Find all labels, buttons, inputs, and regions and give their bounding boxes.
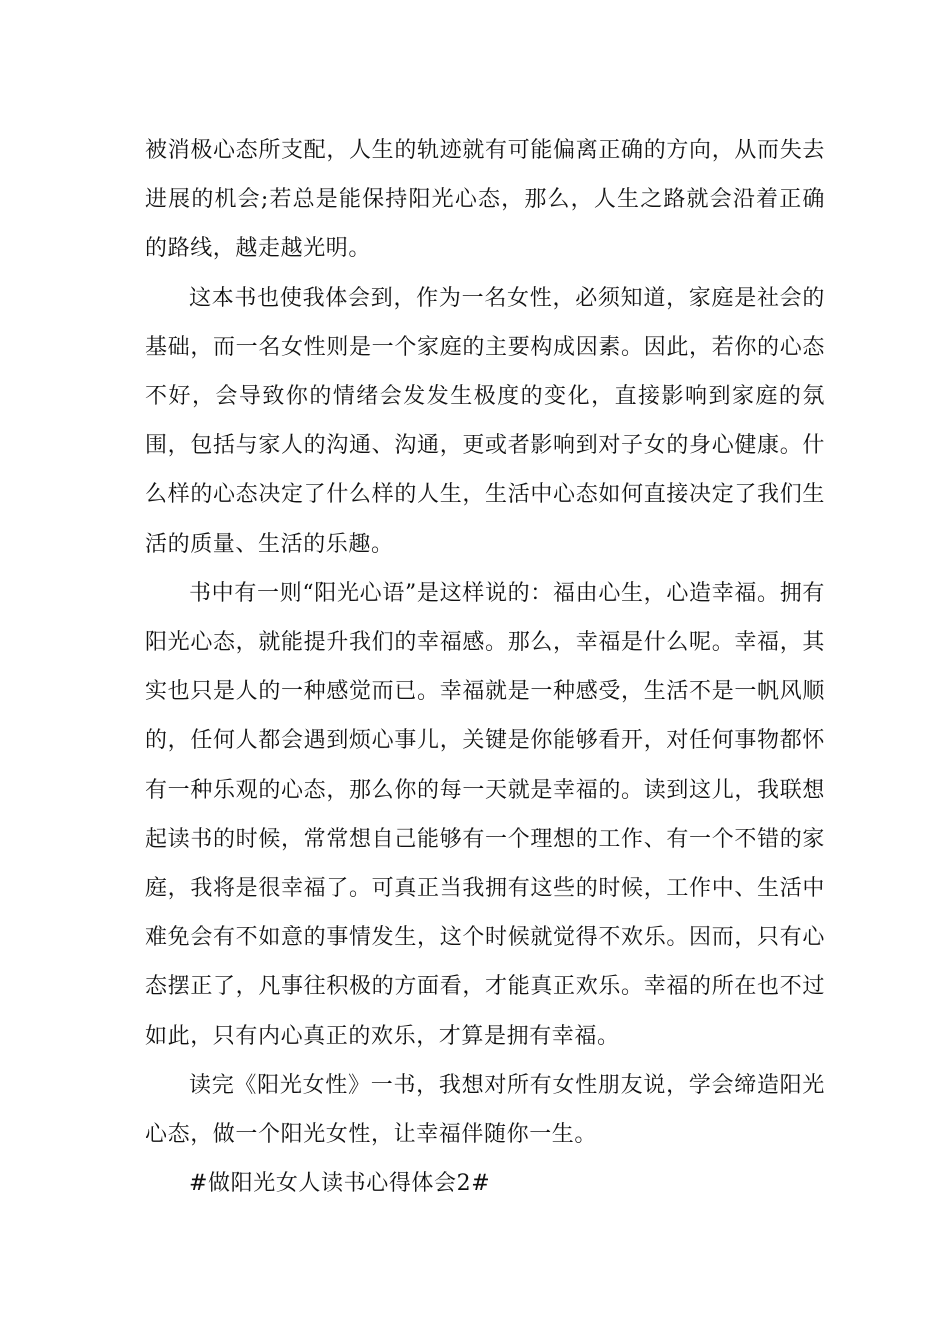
paragraph-4: 读完《阳光女性》一书，我想对所有女性朋友说，学会缔造阳光心态，做一个阳光女性，让幸福伴随你一生。 — [145, 1072, 825, 1148]
paragraph-2: 这本书也使我体会到，作为一名女性，必须知道，家庭是社会的基础，而一名女性则是一个家庭的主要构成因素。因此，若你的心态不好，会导致你的情绪会发发生极度的变化，直接影响到家庭的氛围，包括与家人的沟通、沟通，更或者影响到对子女的身心健康。什么样的心态决定了什么样的人生，生活中心态如何直接决定了我们生活的质量、生活的乐趣。 — [145, 285, 825, 557]
section-heading: #做阳光女人读书心得体会2# — [189, 1171, 491, 1197]
paragraph-1: 被消极心态所支配，人生的轨迹就有可能偏离正确的方向，从而失去进展的机会;若总是能保持阳光心态，那么，人生之路就会沿着正确的路线，越走越光明。 — [145, 138, 825, 262]
document-body — [145, 126, 825, 1208]
paragraph-3: 书中有一则“阳光心语”是这样说的：福由心生，心造幸福。拥有阳光心态，就能提升我们的幸福感。那么，幸福是什么呢。幸福，其实也只是人的一种感觉而已。幸福就是一种感受，生活不是一帆风顺的，任何人都会遇到烦心事儿，关键是你能够看开，对任何事物都怀有一种乐观的心态，那么你的每一天就是幸福的。读到这儿，我联想起读书的时候，常常想自己能够有一个理想的工作、有一个不错的家庭，我将是很幸福了。可真正当我拥有这些的时候，工作中、生活中难免会有不如意的事情发生，这个时候就觉得不欢乐。因而，只有心态摆正了，凡事往积极的方面看，才能真正欢乐。幸福的所在也不过如此，只有内心真正的欢乐，才算是拥有幸福。 — [145, 580, 825, 1049]
